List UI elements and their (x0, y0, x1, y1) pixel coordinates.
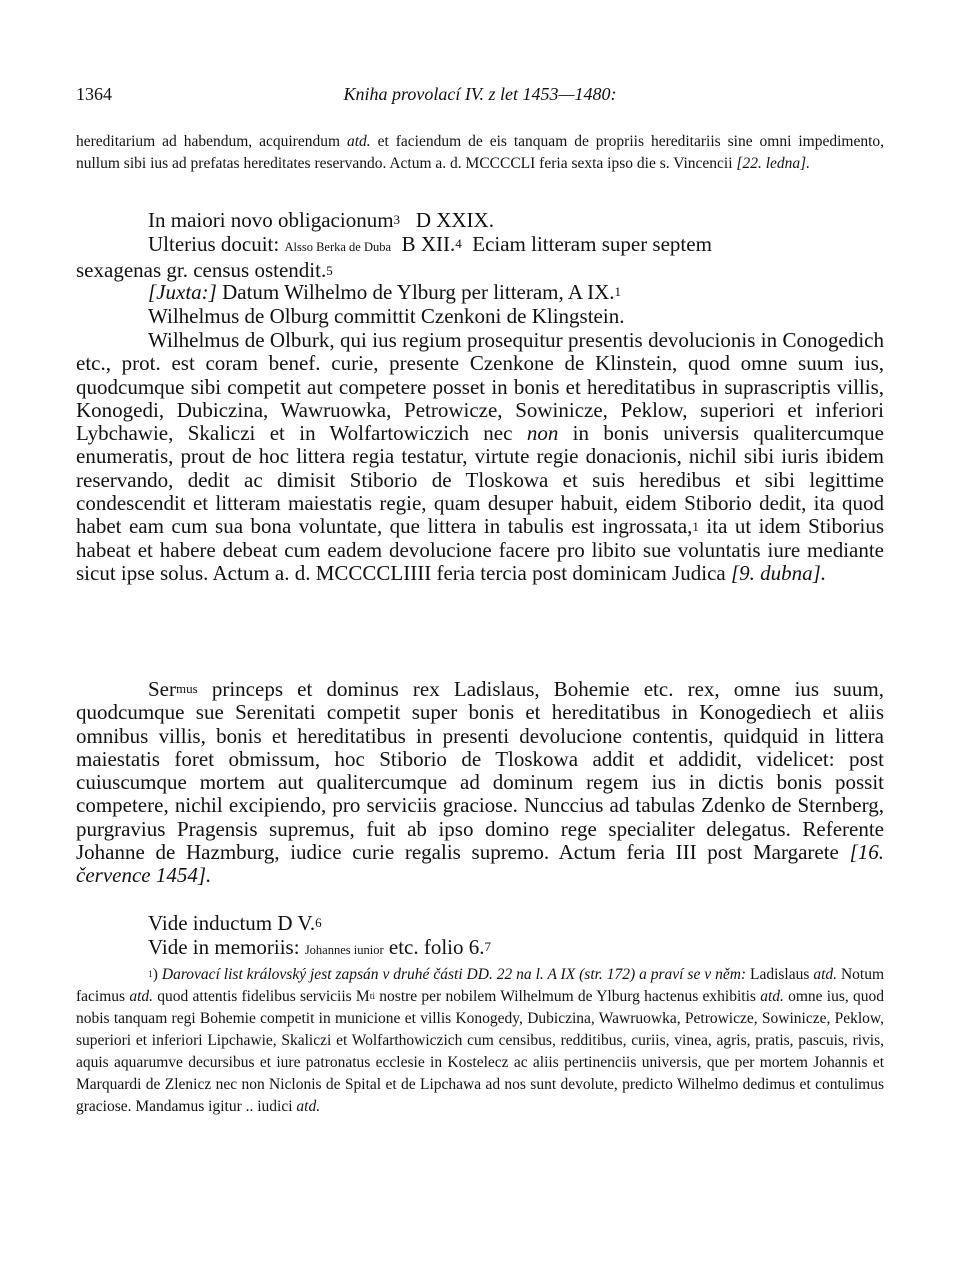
entry-vide-inductum: Vide inductum D V.$^6$ (148, 911, 322, 935)
entry-juxta: [Juxta:] Datum Wilhelmo de Ylburg per litteram, A IX.$^1$ (148, 280, 622, 304)
footnote-1: $^1$) Darovací list královský jest zapsán v druhé části DD. 22 na l. A IX (str. 172) a praví se v něm: Ladislaus atd. Notum facimus atd. quod attentis fidelibus serviciis $M^{ti}$ nostre per nobilem Wilhelmum de Ylburg hactenus exhibitis atd. omne ius, quod nobis tanquam regi Bohemie competit in municione et villis Konogedy, Dubiczina, Wawruowka, Petrowicze, Sowinicze, Peklow, superiori et inferiori Lipchawie, Skaliczi et Wolfarthowiczich cum censibus, redditibus, curiis, vinea, agris, pratis, pascuis, rivis, aquis aquarumve decursibus et iure patronatus ecclesie in Kostelecz ac aliis pertinenciis universis, que per mortem Johannis et Marquardi de Zlenicz nec non Niclonis de Spital et de Lipchawa ad nos sunt devolute, predicto Wilhelmo dedimus et contulimus graciose. Mandamus igitur .. iudici atd. (76, 966, 885, 1115)
entry-vide-memoriis: Vide in memoriis: Johannes iunior etc. folio 6.$^7$ (148, 935, 492, 959)
paragraph-wilhelmus: Wilhelmus de Olburk, qui ius regium prosequitur presentis devolucionis in Conogedich etc., prot. est coram benef. curie, presente Czenkone de Klinstein, quod omne suum ius, quodcumque sibi competit aut competere posset in bonis et hereditatibus in suprascriptis villis, Konogedi, Dubiczina, Wawruowka, Petrowicze, Sowinicze, Peklow, superiori et inferiori Lybchawie, Skaliczi et in Wolfartowiczich nec non in bonis universis qualitercumque enumeratis, prout de hoc littera regia testatur, virtute regie donacionis, nichil sibi iuris ibidem reservando, dedit ac dimisit Stiborio de Tloskowa et suis heredibus et sibi legittime condescendit et litteram maiestatis regie, quam desuper habuit, eidem Stiborio dedit, ita quod habet eam cum sua bona voluntate, que littera in tabulis est ingrossata,$^1$ ita ut idem Stiborius habeat et habere debeat cum eadem devolucione facere pro libito sue voluntatis iure mediante sicut ipse solus. Actum a. d. MCCCCLIIII feria tercia post dominicam Judica [9. dubna]. (76, 328, 885, 585)
entry-ulterius: Ulterius docuit: Alsso Berka de Duba B XII.$^4$ Eciam litteram super septem sexagenas gr. census ostendit.$^5$ (76, 232, 712, 283)
page-number: 1364 (76, 84, 112, 104)
running-title: Kniha provolací IV. z let 1453—1480: (343, 84, 617, 104)
page-header (76, 84, 884, 112)
paragraph-continuation: hereditarium ad habendum, acquirendum atd. et faciendum de eis tanquam de propriis hereditariis sine omni impedimento, nullum sibi ius ad prefatas hereditates reservando. Actum a. d. MCCCCLI feria sexta ipso die s. Vincencii [22. ledna]. (76, 133, 885, 172)
entry-obligacionum: In maiori novo obligacionum$^3$ D XXIX. (148, 208, 494, 232)
entry-committit: Wilhelmus de Olburg committit Czenkoni de Klingstein. (148, 304, 625, 328)
paragraph-ladislaus: Ser$^{mus}$ princeps et dominus rex Ladislaus, Bohemie etc. rex, omne ius suum, quodcumque sue Serenitati competit super bonis et hereditatibus in Konogediech et aliis omnibus villis, bonis et hereditatibus in presenti devolucione contentis, quidquid in littera maiestatis foret obmissum, hoc Stiborio de Tloskowa addit et addidit, videlicet: post cuiuscumque mortem aut qualitercumque ad dominum regem ius in dictis bonis possit competere, nichil excipiendo, pro serviciis graciose. Nunccius ad tabulas Zdenko de Sternberg, purgravius Pragensis supremus, fuit ab ipso domino rege specialiter delegatus. Referente Johanne de Hazmburg, iudice curie regalis supremo. Actum feria III post Margarete [16. července 1454]. (76, 677, 885, 888)
